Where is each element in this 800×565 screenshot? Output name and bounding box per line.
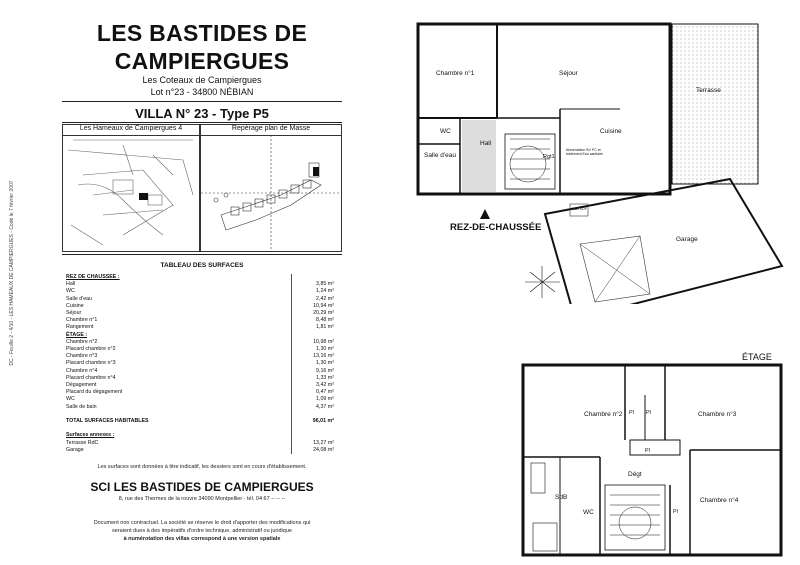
room-chambre2: Chambre n°2	[584, 411, 623, 418]
table-row	[64, 411, 336, 418]
room-terrasse: Terrasse	[696, 87, 721, 94]
table-row: Chambre n°2 10,98 m²	[66, 338, 334, 345]
room-chambre3: Chambre n°3	[698, 411, 737, 418]
room-sejour: Séjour	[559, 70, 578, 77]
room-garage: Garage	[676, 236, 698, 243]
placard-3: Pl	[645, 448, 650, 454]
project-title-line1: LES BASTIDES DE	[96, 20, 308, 46]
table-row: WC 1,24 m²	[66, 288, 334, 295]
disclaimer-line2: seraient dues à des impératifs d'ordre technique, administratif ou juridique	[112, 528, 292, 534]
table-row: Placard chambre n°3 1,30 m²	[66, 360, 334, 367]
ground-floor-label: REZ-DE-CHAUSSÉE	[450, 222, 542, 233]
project-title-line2: CAMPIERGUES	[114, 48, 290, 74]
site-map-drawing	[63, 135, 199, 251]
table-row: Terrasse RdC 13,27 m²	[66, 439, 334, 446]
table-row: Placard chambre n°4 1,33 m²	[66, 374, 334, 381]
site-map-box	[62, 124, 200, 252]
section-heading: REZ DE CHAUSSEE :	[66, 274, 120, 280]
table-row: Chambre n°1 8,48 m²	[66, 317, 334, 324]
table-row: Séjour 20,29 m²	[66, 310, 334, 317]
upper-floor-label: ÉTAGE	[742, 352, 772, 362]
site-map-label: Les Hameaux de Campiergues 4	[63, 125, 199, 136]
mass-plan-box	[200, 124, 342, 252]
company-name: SCI LES BASTIDES DE CAMPIERGUES	[90, 480, 314, 494]
villa-title: VILLA N° 23 - Type P5	[135, 106, 269, 121]
room-chambre1: Chambre n°1	[436, 70, 475, 77]
upper-floor-plan	[505, 355, 800, 565]
section-heading: ÉTAGE :	[66, 331, 88, 338]
alimentation-note: Alimentation BV PC et traitement Eau sanitaire	[566, 148, 603, 156]
section-heading: Surfaces annexes :	[66, 432, 115, 439]
room-chambre4: Chambre n°4	[700, 497, 739, 504]
mass-plan-label: Repérage plan de Masse	[201, 125, 341, 136]
info-panel	[62, 14, 342, 542]
hall-shading	[462, 120, 496, 192]
placard-1: Pl	[629, 410, 634, 416]
company-address: 8, rue des Thermes de la rouvre 34090 Montpellier · tél. 04 67 -- -- --	[118, 496, 286, 502]
table-row: Salle d'eau 2,42 m²	[66, 295, 334, 302]
room-wc-etage: WC	[583, 509, 594, 516]
table-row: Placard du dégagement 0,47 m²	[66, 389, 334, 396]
lot-marker	[139, 193, 148, 200]
placard-4: Pl	[673, 509, 678, 515]
divider	[62, 122, 342, 123]
room-hall: Hall	[480, 140, 492, 147]
ground-floor-plan	[400, 14, 800, 304]
total-row: TOTAL SURFACES HABITABLES 96,01 m²	[66, 418, 334, 425]
surfaces-table-title: TABLEAU DES SURFACES	[160, 262, 244, 269]
table-row: Garage 24,08 m²	[66, 446, 334, 453]
table-row: Placard chambre n°2 1,30 m²	[66, 346, 334, 353]
disclaimer-line3: à numérotation des villas correspond à une version spatiale	[123, 536, 281, 542]
north-arrow-icon	[480, 209, 490, 219]
table-row: Chambre n°3 13,16 m²	[66, 353, 334, 360]
room-salle-eau: Salle d'eau	[424, 152, 456, 159]
project-subtitle: Les Coteaux de Campiergues	[142, 75, 262, 85]
room-sdb: SdB	[555, 494, 568, 501]
compass-icon	[525, 266, 560, 298]
garage-outline	[545, 179, 782, 304]
side-note: DC - Feuille 2 - 4/10 - LES HAMEAUX DE CAMPIERGUES - Codé le 7 février 2007	[9, 180, 15, 366]
lot-info: Lot n°23 - 34800 NÉBIAN	[150, 87, 254, 97]
disclaimer-line1: Document non contractuel. La société se réserve le droit d'apporter des modifications qui	[93, 520, 311, 526]
room-wc: WC	[440, 128, 451, 135]
room-rangement: Rgt1	[543, 154, 555, 160]
table-row: Chambre n°4 9,16 m²	[66, 367, 334, 374]
divider	[62, 254, 342, 255]
divider	[62, 101, 342, 102]
table-row: WC 1,09 m²	[66, 396, 334, 403]
room-degagement: Dégt	[628, 471, 642, 478]
table-row: Cuisine 10,94 m²	[66, 302, 334, 309]
table-row: Salle de bain 4,37 m²	[66, 403, 334, 410]
terrace-area	[672, 24, 758, 184]
edf-label: Baie EDF	[572, 207, 587, 211]
table-row: Hall 3,85 m²	[66, 281, 334, 288]
table-row: Rangement 1,81 m²	[66, 324, 334, 331]
table-row: Dégagement 3,42 m²	[66, 382, 334, 389]
mass-plan-drawing	[201, 135, 341, 251]
room-cuisine: Cuisine	[600, 128, 622, 135]
surfaces-table	[64, 274, 336, 454]
lot-marker	[313, 167, 319, 176]
placard-2: Pl	[646, 410, 651, 416]
surfaces-footnote: Les surfaces sont données à titre indicatif, les dessiers sont en cours d'établissement.	[97, 464, 307, 470]
